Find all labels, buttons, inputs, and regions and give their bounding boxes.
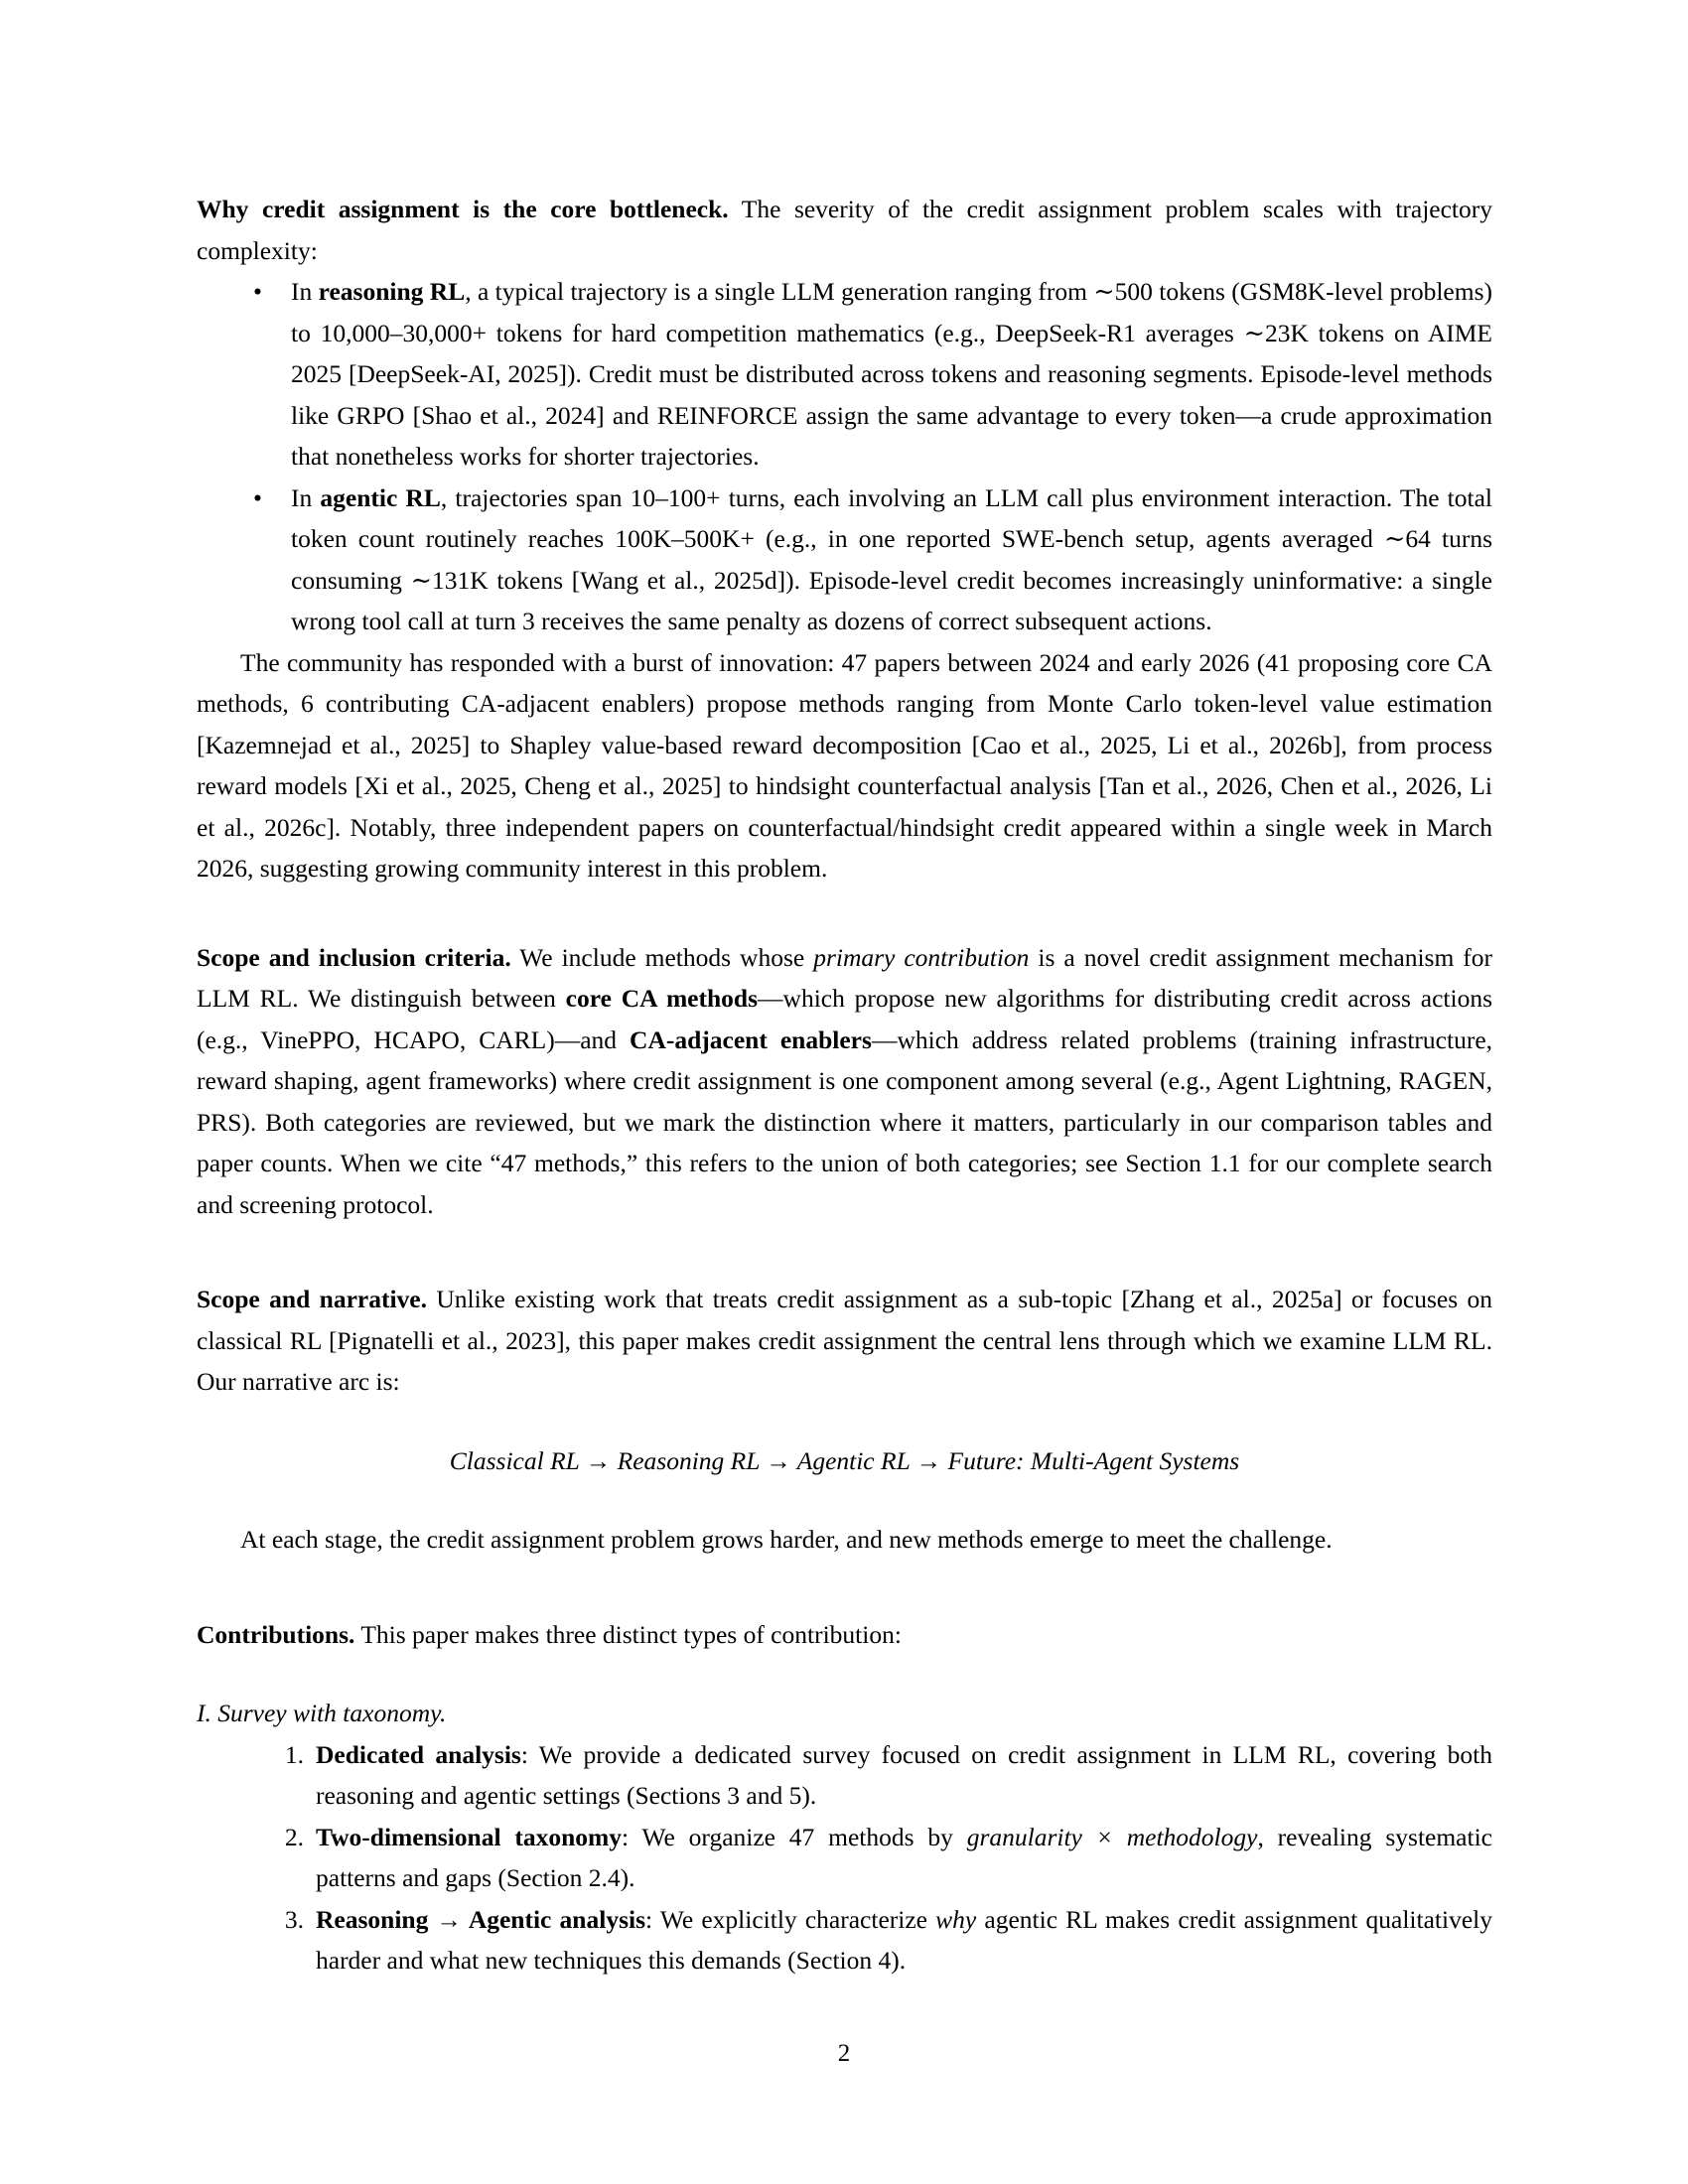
contribution-body-a: : We organize 47 methods by <box>622 1822 967 1851</box>
run-in-heading-bottleneck: Why credit assignment is the core bottleneck. <box>197 195 729 223</box>
bullet-bold-lead: reasoning RL <box>318 277 466 306</box>
vertical-space <box>197 1225 1492 1279</box>
vertical-space <box>197 1403 1492 1440</box>
contribution-body-b: , revealing systematic patterns and gaps (Section 2.4). <box>316 1822 1492 1892</box>
paragraph-community-response: The community has responded with a burst of innovation: 47 papers between 2024 and early 2026 (41 proposing core CA methods, 6 contributing CA-adjacent enablers) propose methods ranging from Monte Carlo token-level value estimation [Kazemnejad et al., 2025] to Shapley value-based reward decomposition [Cao et al., 2025, Li et al., 2026b], from process reward models [Xi et al., 2025, Cheng et al., 2025] to hindsight counterfactual analysis [Tan et al., 2026, Chen et al., 2026, Li et al., 2026c]. Notably, three independent papers on counterfactual/hindsight credit appeared within a single week in March 2026, suggesting growing community interest in this problem. <box>197 647 1492 883</box>
contribution-bold-lead: Reasoning → Agentic analysis <box>316 1904 646 1934</box>
bullet-bold-lead: agentic RL <box>320 482 441 512</box>
scope-inclusion-part-1: We include methods whose <box>519 942 814 972</box>
scope-narrative-text: Unlike existing work that treats credit assignment as a sub-topic [Zhang et al., 2025a] or focuses on classical RL [Pignatelli et al., 2023], this paper makes credit assignment the central lens through which we examine LLM RL. Our narrative arc is: <box>197 1285 1493 1396</box>
scope-inclusion-part-4: —which address related problems (training infrastructure, reward shaping, agent frameworks) where credit assignment is one component among several (e.g., Agent Lightning, RAGEN, PRS). Both categories are reviewed, but we mark the distinction where it matters, particularly in our comparison tables and paper counts. When we cite “47 methods,” this refers to the union of both categories; see Section 1.1 for our complete search and screening protocol. <box>197 1024 1493 1219</box>
bullet-prefix: In <box>291 277 319 306</box>
page-number: 2 <box>837 2040 851 2067</box>
contribution-body-a: : We explicitly characterize <box>645 1904 936 1934</box>
contributions-lead-text: This paper makes three distinct types of contribution: <box>360 1619 902 1649</box>
paragraph-scope-narrative <box>197 1279 1492 1403</box>
run-in-heading-scope-narrative: Scope and narrative. <box>197 1285 427 1313</box>
list-item <box>197 1899 1492 1981</box>
list-item <box>197 271 1492 478</box>
contribution-italic-term: why <box>935 1904 977 1934</box>
run-in-heading-contributions: Contributions. <box>197 1619 355 1649</box>
contribution-bold-lead: Dedicated analysis <box>316 1739 521 1769</box>
contributions-enumerated-list <box>197 1734 1492 1981</box>
page-content <box>197 189 1492 1981</box>
contribution-body: : We provide a dedicated survey focused on credit assignment in LLM RL, covering both reasoning and agentic settings (Sections 3 and 5). <box>316 1739 1492 1810</box>
contributions-group-label: I. Survey with taxonomy. <box>197 1699 447 1727</box>
bottleneck-lead-text: The severity of the credit assignment problem scales with trajectory complexity: <box>197 195 1493 265</box>
list-item-number: 2. <box>284 1822 304 1851</box>
list-item <box>197 1817 1492 1899</box>
vertical-space <box>197 1655 1492 1693</box>
paragraph-bottleneck-intro <box>197 189 1492 271</box>
term-core-ca-methods: core CA methods <box>565 984 759 1013</box>
list-item-number: 1. <box>284 1739 304 1769</box>
bullet-body: , a typical trajectory is a single LLM generation ranging from ∼500 tokens (GSM8K-level problems) to 10,000–30,000+ tokens for hard competition mathematics (e.g., DeepSeek-R1 averages ∼23K tokens on AIME 2025 [DeepSeek-AI, 2025]). Credit must be distributed across tokens and reasoning segments. Episode-level methods like GRPO [Shao et al., 2024] and REINFORCE assign the same advantage to every token—a crude approximation that nonetheless works for shorter trajectories. <box>291 277 1492 471</box>
contribution-bold-lead: Two-dimensional taxonomy <box>316 1822 623 1851</box>
scope-inclusion-italic-primary-contribution: primary contribution <box>813 942 1030 972</box>
list-item <box>197 478 1492 642</box>
contribution-body-b: agentic RL makes credit assignment qualitatively harder and what new techniques this demands (Section 4). <box>316 1904 1492 1975</box>
run-in-heading-scope-inclusion: Scope and inclusion criteria. <box>197 942 511 972</box>
bullet-icon: • <box>253 277 262 306</box>
vertical-space <box>197 1561 1492 1614</box>
list-item <box>197 1734 1492 1817</box>
vertical-space <box>197 889 1492 937</box>
paragraph-contributions-intro <box>197 1614 1492 1656</box>
contribution-italic-term: granularity × methodology <box>966 1822 1258 1851</box>
bullet-body: , trajectories span 10–100+ turns, each involving an LLM call plus environment interaction. The total token count routinely reaches 100K–500K+ (e.g., in one reported SWE-bench setup, agents averaged ∼64 turns consuming ∼131K tokens [Wang et al., 2025d]). Episode-level credit becomes increasingly uninformative: a single wrong tool call at turn 3 receives the same penalty as dozens of correct subsequent actions. <box>291 482 1492 635</box>
bottleneck-bullet-list <box>197 271 1492 642</box>
paragraph-scope-inclusion <box>197 937 1492 1226</box>
scope-inclusion-part-2: is a novel credit assignment mechanism for LLM RL. We distinguish between <box>197 942 1493 1013</box>
vertical-space <box>197 1481 1492 1519</box>
term-ca-adjacent-enablers: CA-adjacent enablers <box>630 1024 872 1054</box>
list-item-number: 3. <box>284 1904 304 1934</box>
paragraph-narrative-after: At each stage, the credit assignment problem grows harder, and new methods emerge to meet the challenge. <box>240 1525 1333 1554</box>
bullet-icon: • <box>253 482 262 512</box>
bullet-prefix: In <box>291 482 321 512</box>
narrative-arc-equation: Classical RL → Reasoning RL → Agentic RL → Future: Multi-Agent Systems <box>449 1445 1240 1475</box>
scope-inclusion-part-3: —which propose new algorithms for distributing credit across actions (e.g., VinePPO, HCAPO, CARL)—and <box>197 984 1492 1054</box>
